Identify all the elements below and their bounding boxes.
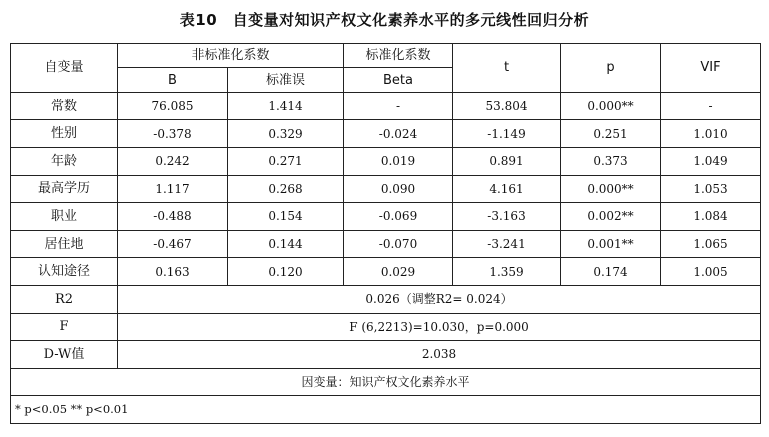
header-t: t: [453, 44, 561, 93]
dependent-var-row: [11, 368, 761, 396]
cell-beta: -0.069: [344, 203, 453, 231]
cell-vif: 1.005: [661, 258, 761, 286]
cell-t: 53.804: [453, 92, 561, 120]
cell-se: 0.271: [228, 148, 344, 176]
cell-vif: 1.084: [661, 203, 761, 231]
cell-vif: 1.065: [661, 230, 761, 258]
cell-b: 76.085: [118, 92, 228, 120]
table-row: [11, 92, 761, 120]
cell-vif: 1.049: [661, 148, 761, 176]
row-label: 最高学历: [11, 175, 118, 203]
cell-se: 0.154: [228, 203, 344, 231]
dependent-var: 因变量：知识产权文化素养水平: [11, 368, 761, 396]
cell-b: 0.242: [118, 148, 228, 176]
header-beta: Beta: [344, 68, 453, 92]
cell-b: 0.163: [118, 258, 228, 286]
cell-t: -3.241: [453, 230, 561, 258]
significance-notes: * p<0.05 ** p<0.01: [11, 396, 761, 424]
row-label: 性别: [11, 120, 118, 148]
cell-b: -0.488: [118, 203, 228, 231]
cell-beta: 0.019: [344, 148, 453, 176]
cell-b: 1.117: [118, 175, 228, 203]
f-label: F: [11, 313, 118, 341]
cell-p: 0.002**: [561, 203, 661, 231]
cell-vif: 1.053: [661, 175, 761, 203]
header-row: [11, 44, 761, 68]
cell-beta: -0.070: [344, 230, 453, 258]
row-label: 常数: [11, 92, 118, 120]
cell-vif: 1.010: [661, 120, 761, 148]
table-row: [11, 148, 761, 176]
header-vif: VIF: [661, 44, 761, 93]
header-independent-var: 自变量: [11, 44, 118, 93]
regression-table: [10, 43, 761, 424]
table-row: [11, 230, 761, 258]
cell-beta: 0.029: [344, 258, 453, 286]
header-unstandardized: 非标准化系数: [118, 44, 344, 68]
cell-p: 0.373: [561, 148, 661, 176]
table-row: [11, 120, 761, 148]
cell-t: 0.891: [453, 148, 561, 176]
cell-t: -3.163: [453, 203, 561, 231]
r2-label: R2: [11, 285, 118, 313]
header-b: B: [118, 68, 228, 92]
row-label: 年龄: [11, 148, 118, 176]
table-row: [11, 258, 761, 286]
cell-se: 0.144: [228, 230, 344, 258]
cell-beta: -0.024: [344, 120, 453, 148]
cell-b: -0.467: [118, 230, 228, 258]
cell-beta: 0.090: [344, 175, 453, 203]
dw-row: [11, 341, 761, 369]
cell-p: 0.000**: [561, 92, 661, 120]
f-row: [11, 313, 761, 341]
row-label: 居住地: [11, 230, 118, 258]
dw-value: 2.038: [118, 341, 761, 369]
r2-row: [11, 285, 761, 313]
cell-se: 0.120: [228, 258, 344, 286]
cell-se: 0.329: [228, 120, 344, 148]
r2-value: 0.026（调整R2= 0.024）: [118, 285, 761, 313]
header-standardized: 标准化系数: [344, 44, 453, 68]
cell-t: 1.359: [453, 258, 561, 286]
cell-t: -1.149: [453, 120, 561, 148]
table-title: 表10 自变量对知识产权文化素养水平的多元线性回归分析: [179, 11, 590, 29]
dw-label: D-W值: [11, 341, 118, 369]
cell-se: 0.268: [228, 175, 344, 203]
cell-p: 0.000**: [561, 175, 661, 203]
notes-row: [11, 396, 761, 424]
cell-beta: -: [344, 92, 453, 120]
row-label: 职业: [11, 203, 118, 231]
f-value: F (6,2213)=10.030，p=0.000: [118, 313, 761, 341]
cell-p: 0.001**: [561, 230, 661, 258]
table-row: [11, 203, 761, 231]
header-se: 标准误: [228, 68, 344, 92]
cell-t: 4.161: [453, 175, 561, 203]
cell-b: -0.378: [118, 120, 228, 148]
cell-p: 0.251: [561, 120, 661, 148]
cell-vif: -: [661, 92, 761, 120]
table-row: [11, 175, 761, 203]
cell-se: 1.414: [228, 92, 344, 120]
header-p: p: [561, 44, 661, 93]
row-label: 认知途径: [11, 258, 118, 286]
cell-p: 0.174: [561, 258, 661, 286]
